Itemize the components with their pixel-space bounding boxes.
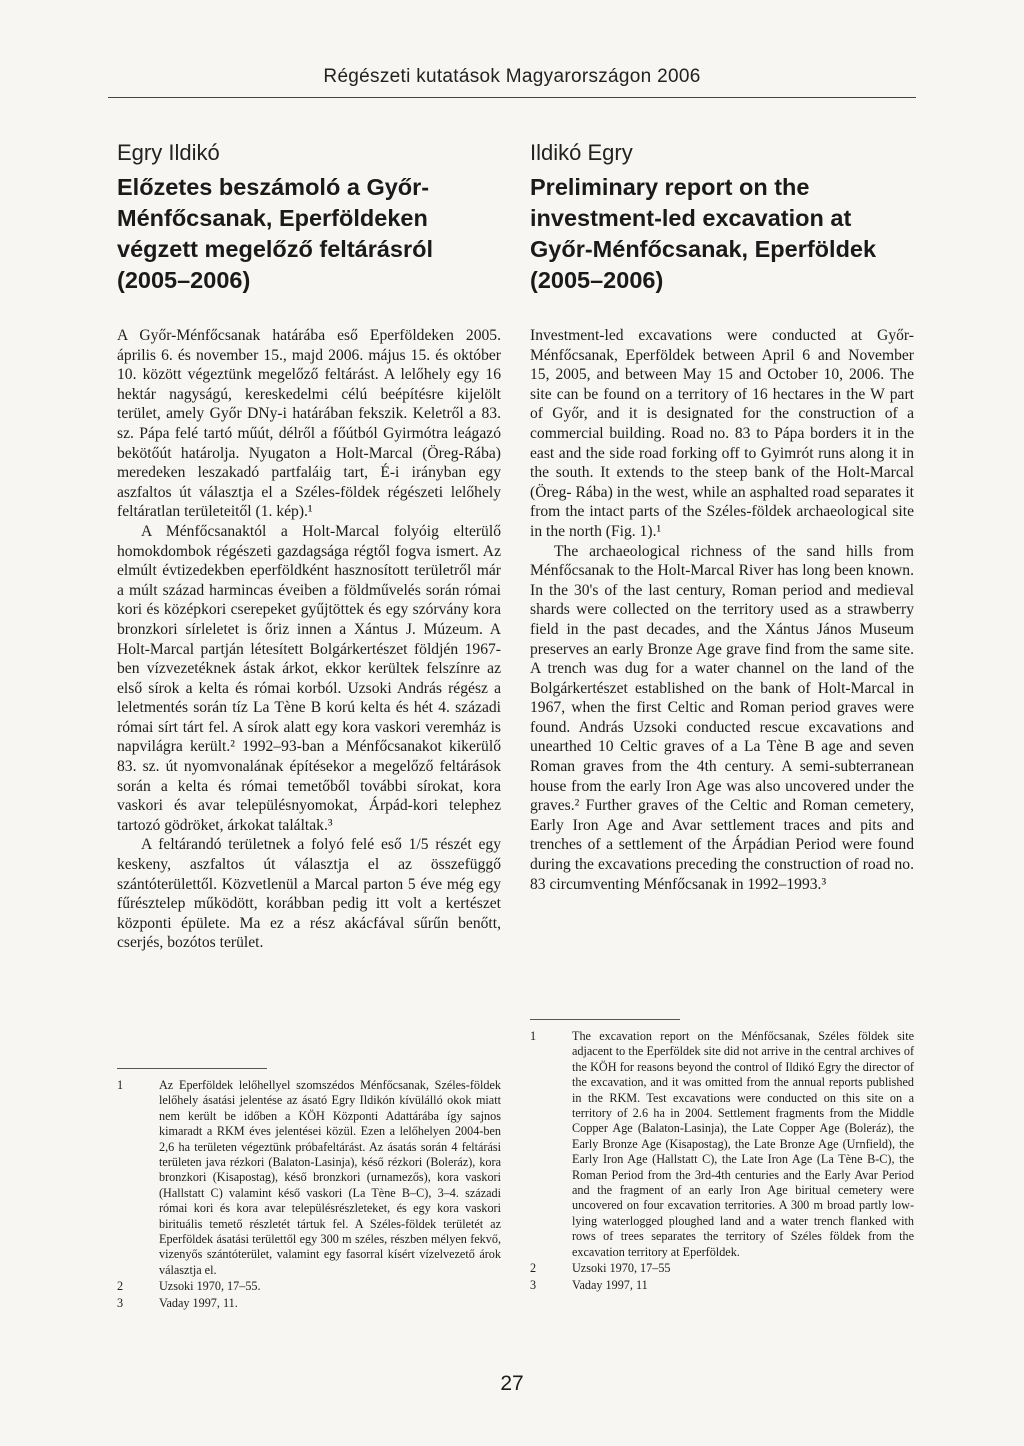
hungarian-column <box>117 140 501 953</box>
footnote-number: 2 <box>530 1261 537 1276</box>
footnote-number: 2 <box>117 1279 124 1294</box>
body-hu <box>117 326 501 953</box>
footnote-text: Vaday 1997, 11. <box>159 1295 238 1310</box>
footnotes-hu <box>117 1078 501 1312</box>
footnote-text: The excavation report on the Ménfőcsanak, Széles földek site adjacent to the Eperföldek site did not arrive in the central archives of the KÖH for reasons beyond the control of Ildikó Egry the director of the excavation, and it was omitted from the annual reports published in the RKM. Test excavations were conducted on this site on a territory of 2.6 ha in 2004. Settlement fragments from the Middle Copper Age (Balaton-Lasinja), the Late Copper Age (Boleráz), the Early Bronze Age (Kisapostag), the Late Bronze Age (Urnfield), the Early Iron Age (Hallstatt C), the Late Iron Age (La Tène B-C), the Roman Period from the 3rd-4th centuries and the Early Avar Period and the fragment of an early Iron Age biritual cemetery were uncovered on four excavation territories. A 300 m broad partly low-lying waterlogged ploughed land and a water trench flanked with rows of trees separates the territory of Széles földek from the excavation territory at Eperföldek. <box>572 1029 914 1259</box>
paragraph-hu-2: A Ménfőcsanaktól a Holt-Marcal folyóig elterülő homokdombok régészeti gazdagsága régtől fogva ismert. Az elmúlt évtizedekben eperföldként hasznosított területről már a múlt század harmincas éveiben a földművelés során római kori és középkori cserepeket gyűjtöttek és egy szórvány kora bronzkori sírleletet is őriz innen a Xántus J. Múzeum. A Holt-Marcal partján létesített Bolgárkertészet földjén 1967-ben vízvezetéknek ástak árkot, ekkor kerültek felszínre az első sírok a kelta és római korból. Uzsoki András régész a leletmentés során tíz La Tène B korú kelta és hét 4. századi római sírt tárt fel. A sírok alatt egy kora vaskori veremház is napvilágra került.² 1992–93-ban a Ménfőcsanakot kikerülő 83. sz. út nyomvonalának építésekor a megelőző feltárások során a kelta és római temetőből további sírokat, kora vaskori és avar településnyomokat, Árpád-kori telephez tartozó gödröket, árkokat találtak.³ <box>117 522 501 834</box>
paragraph-en-1: Investment-led excavations were conducted at Győr-Ménfőcsanak, Eperföldek between April 6 and November 15, 2005, and between May 15 and October 10, 2006. The site can be found on a territory of 16 hectares in the W part of Győr, and it is designated for the construction of a commercial building. Road no. 83 to Pápa borders it in the east and the side road forking off to Gyimrót runs along it in the south. It extends to the steep bank of the Holt-Marcal (Öreg- Rába) in the west, while an asphalted road separates it from the intact parts of the Széles-földek archaeological site in the north (Fig. 1).¹ <box>530 327 914 540</box>
footnote-number: 3 <box>117 1295 124 1310</box>
footnotes-en <box>530 1029 914 1294</box>
footnote-rule-hu <box>117 1068 267 1069</box>
footnote-text: Vaday 1997, 11 <box>572 1277 648 1292</box>
paragraph-en-2: The archaeological richness of the sand hills from Ménfőcsanak to the Holt-Marcal River has long been known. In the 30's of the last century, Roman period and medieval shards were collected on the territory used as a strawberry field in the past decades, and the Xántus János Museum preserves an early Bronze Age grave find from the same site. A trench was dug for a water channel on the land of the Bolgárkertészet established on the bank of Holt-Marcal in 1967, when the first Celtic and Roman period graves were found. András Uzsoki conducted rescue excavations and unearthed 10 Celtic graves of a La Tène B age and seven Roman graves from the 4th century. A semi-subterranean house from the early Iron Age was also uncovered under the graves.² Further graves of the Celtic and Roman cemetery, Early Iron Age and Avar settlement traces and pits and trenches of a settlement of the Árpádian Period were found during the excavations preceding the construction of road no. 83 circumventing Ménfőcsanak in 1992–1993.³ <box>530 542 914 893</box>
footnote-number: 1 <box>117 1078 124 1092</box>
paragraph-hu-3: A feltárandó területnek a folyó felé eső 1/5 részét egy keskeny, aszfaltos út választja el az összefüggő szántóterülettől. Közvetlenül a Marcal parton 5 éve még egy fűrésztelep működött, korábban pedig itt volt a kertészet központi épülete. Ma ez a rész akácfával sűrűn benőtt, cserjés, bozótos terület. <box>117 836 501 952</box>
running-head: Régészeti kutatások Magyarországon 2006 <box>323 66 701 87</box>
footnote-hu-2 <box>117 1279 501 1294</box>
english-column <box>530 140 914 894</box>
footnote-number: 3 <box>530 1277 537 1292</box>
footnote-text: Uzsoki 1970, 17–55. <box>159 1279 261 1294</box>
page-number: 27 <box>500 1372 524 1395</box>
footnote-number: 1 <box>530 1029 537 1043</box>
footnote-hu-3 <box>117 1296 501 1311</box>
title-en: Preliminary report on the investment-led excavation at Győr-Ménfőcsanak, Eperföldek (2005–2006) <box>530 174 877 293</box>
footnote-text: Uzsoki 1970, 17–55 <box>572 1261 671 1276</box>
footnote-hu-1 <box>117 1078 501 1278</box>
author-hu: Egry Ildikó <box>117 140 220 165</box>
footnote-en-3 <box>530 1278 914 1293</box>
footnote-text: Az Eperföldek lelőhellyel szomszédos Ménfőcsanak, Széles-földek lelőhely ásatási jelentése az ásató Egry Ildikón kívülálló okok miatt nem került be időben a KÖH Központi Adattárába így sajnos kimaradt a RKM éves jelentései közül. Ezen a lelőhelyen 2004-ben 2,6 ha területen végeztünk próbafeltárást. Az ásatás során 4 feltárási területen java rézkori (Balaton-Lasinja), késő rézkori (Boleráz), kora bronzkori (Kisapostag), késő bronzkori (urnamezős), kora vaskori (Hallstatt C) valamint késő vaskori (La Tène B–C), 3–4. századi római kori és kora avar településrészleteket, és egy kora vaskori birituális temető részletét tártuk fel. A Széles-földek területét az Eperföldek ásatási területtől egy 300 m széles, részben mélyen fekvő, vizenyős szántóterület, valamint egy fasorral kísért vízelvezető árok választja el. <box>159 1078 501 1277</box>
footnote-en-1 <box>530 1029 914 1260</box>
title-hu: Előzetes beszámoló a Győr-Ménfőcsanak, Eperföldeken végzett megelőző feltárásról (2005–2006) <box>117 174 434 293</box>
footnote-rule-en <box>530 1019 680 1020</box>
body-en <box>530 326 914 894</box>
header-rule <box>108 97 916 98</box>
author-en: Ildikó Egry <box>530 140 633 165</box>
footnote-en-2 <box>530 1261 914 1276</box>
paragraph-hu-1: A Győr-Ménfőcsanak határába eső Eperföldeken 2005. április 6. és november 15., majd 2006. május 15. és október 10. között végeztünk megelőző feltárást. A lelőhely egy 16 hektár nagyságú, kereskedelmi célú beépítésre kijelölt terület, amely Győr DNy-i határában fekszik. Keletről a 83. sz. Pápa felé tartó műút, délről a főútból Gyirmótra leágazó bekötőút határolja. Nyugaton a Holt-Marcal (Öreg-Rába) meredeken leszakadó partfaláig tart, É-i irányban egy aszfaltos út választja el a Széles-földek régészeti lelőhely feltáratlan területeitől (1. kép).¹ <box>117 327 501 521</box>
